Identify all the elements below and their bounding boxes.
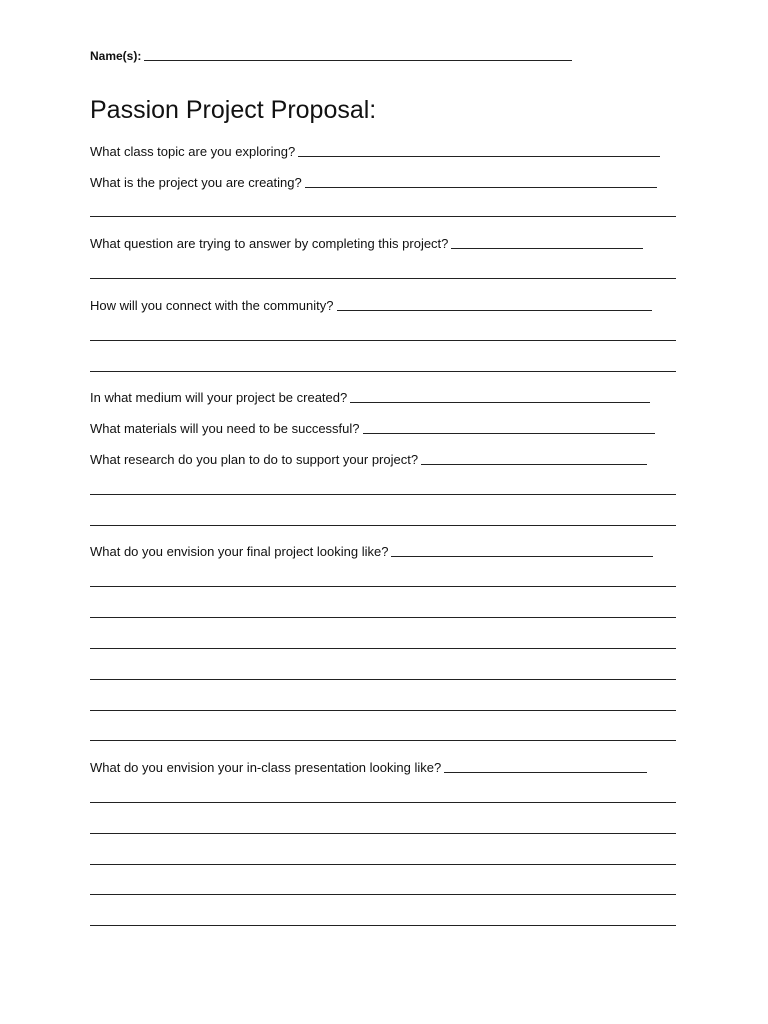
- answer-line[interactable]: [90, 340, 676, 341]
- answer-line[interactable]: [90, 833, 676, 834]
- answer-line[interactable]: [90, 802, 676, 803]
- answer-line[interactable]: [90, 525, 676, 526]
- question-label: In what medium will your project be created?: [90, 390, 348, 405]
- answer-line[interactable]: [90, 371, 676, 372]
- name-answer-line[interactable]: [144, 60, 572, 61]
- question-label: What is the project you are creating?: [90, 175, 302, 190]
- question-row: [90, 171, 657, 191]
- answer-line[interactable]: [90, 740, 676, 741]
- question-label: What question are trying to answer by completing this project?: [90, 236, 449, 251]
- answer-line[interactable]: [451, 248, 643, 249]
- question-label: How will you connect with the community?: [90, 298, 334, 313]
- question-row: [90, 417, 655, 437]
- question-row: [90, 232, 643, 252]
- answer-line[interactable]: [90, 710, 676, 711]
- question-row: [90, 756, 647, 776]
- question-label: What materials will you need to be successful?: [90, 421, 360, 436]
- question-row: [90, 386, 650, 406]
- answer-line[interactable]: [421, 464, 647, 465]
- question-row: [90, 540, 653, 560]
- question-row: [90, 448, 647, 468]
- answer-line[interactable]: [90, 648, 676, 649]
- answer-line[interactable]: [391, 556, 653, 557]
- answer-line[interactable]: [444, 772, 647, 773]
- page-title: Passion Project Proposal:: [90, 96, 377, 124]
- question-label: What class topic are you exploring?: [90, 144, 296, 159]
- answer-line[interactable]: [90, 894, 676, 895]
- answer-line[interactable]: [337, 310, 652, 311]
- question-label: What research do you plan to do to support your project?: [90, 452, 419, 467]
- name-label: Name(s):: [90, 49, 142, 63]
- answer-line[interactable]: [305, 187, 657, 188]
- question-label: What do you envision your in-class presentation looking like?: [90, 760, 442, 775]
- answer-line[interactable]: [363, 433, 655, 434]
- question-row: [90, 140, 660, 160]
- question-row: [90, 294, 652, 314]
- answer-line[interactable]: [90, 617, 676, 618]
- answer-line[interactable]: [90, 679, 676, 680]
- answer-line[interactable]: [90, 864, 676, 865]
- answer-line[interactable]: [90, 216, 676, 217]
- answer-line[interactable]: [90, 925, 676, 926]
- answer-line[interactable]: [350, 402, 650, 403]
- question-label: What do you envision your final project looking like?: [90, 544, 389, 559]
- answer-line[interactable]: [90, 278, 676, 279]
- name-row: [90, 44, 572, 64]
- answer-line[interactable]: [90, 586, 676, 587]
- answer-line[interactable]: [90, 494, 676, 495]
- answer-line[interactable]: [298, 156, 660, 157]
